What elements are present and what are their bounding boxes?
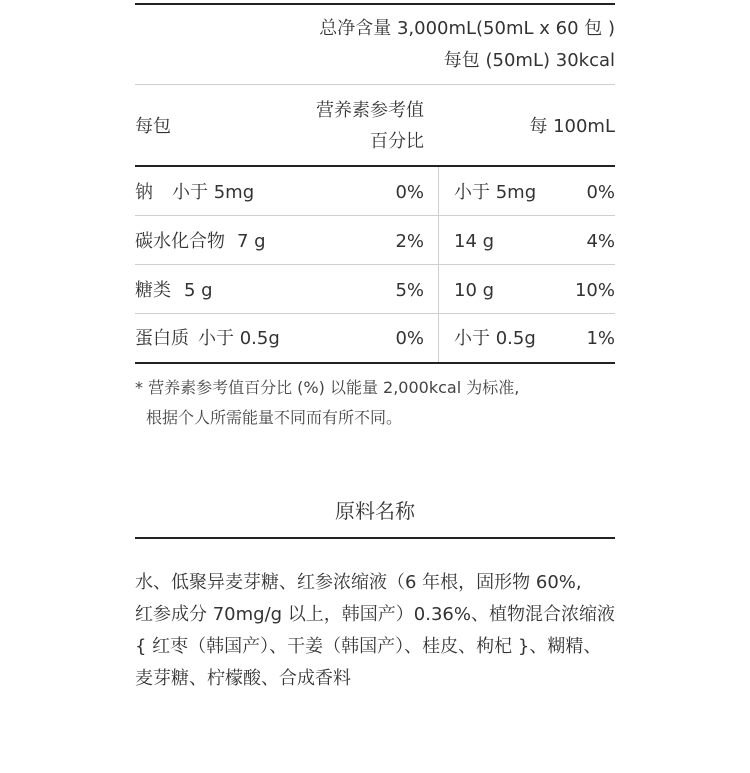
ingredients-title: 原料名称 bbox=[335, 499, 415, 523]
row-divider bbox=[135, 313, 615, 314]
ingredients-line: 红参成分 70mg/g 以上，韩国产）0.36%、植物混合浓缩液 bbox=[135, 604, 615, 625]
nutrient-amount: 小于 0.5g bbox=[198, 328, 280, 349]
nutrient-ref-pct: 5% bbox=[395, 280, 424, 301]
nutrient-amount: 5 g bbox=[184, 280, 213, 301]
nutrient-amount-100ml: 小于 0.5g bbox=[454, 328, 536, 349]
footnote-line2: 根据个人所需能量不同而有所不同。 bbox=[146, 408, 403, 427]
col-ref-header-line2: 百分比 bbox=[370, 131, 424, 152]
ingredients-line: { 红枣（韩国产）、干姜（韩国产）、桂皮、枸杞 }、糊精、 bbox=[135, 636, 602, 657]
footnote-line1: * 营养素参考值百分比 (%) 以能量 2,000kcal 为标准, bbox=[135, 378, 520, 397]
col-ref-header-line1: 营养素参考值 bbox=[316, 100, 424, 121]
ingredients-list bbox=[135, 567, 635, 695]
col-per-100ml-header: 每 100mL bbox=[529, 116, 615, 137]
top-rule bbox=[135, 3, 615, 5]
ingredients-line: 麦芽糖、柠檬酸、合成香料 bbox=[135, 668, 351, 689]
nutrient-amount-100ml: 14 g bbox=[454, 231, 495, 252]
ingredients-rule bbox=[135, 537, 615, 539]
nutrient-name: 钠 bbox=[135, 182, 153, 203]
nutrient-name: 蛋白质 bbox=[135, 328, 189, 349]
per-pack-energy: 每包 (50mL) 30kcal bbox=[443, 50, 615, 71]
nutrient-name: 碳水化合物 bbox=[135, 231, 225, 252]
nutrient-amount-100ml: 10 g bbox=[454, 280, 495, 301]
header-divider bbox=[135, 84, 615, 85]
nutrient-ref-pct-100ml: 4% bbox=[586, 231, 615, 252]
row-divider bbox=[135, 215, 615, 216]
nutrient-amount-100ml: 小于 5mg bbox=[454, 182, 537, 203]
net-content: 总净含量 3,000mL(50mL x 60 包 ) bbox=[319, 18, 615, 39]
nutrient-amount: 小于 5mg bbox=[172, 182, 255, 203]
nutrient-ref-pct-100ml: 0% bbox=[586, 182, 615, 203]
nutrient-name: 糖类 bbox=[135, 280, 171, 301]
nutrient-ref-pct: 0% bbox=[395, 328, 424, 349]
table-header-rule bbox=[135, 165, 615, 167]
row-divider bbox=[135, 264, 615, 265]
col-per-pack-header: 每包 bbox=[135, 116, 171, 137]
nutrient-ref-pct: 2% bbox=[395, 231, 424, 252]
table-bottom-rule bbox=[135, 362, 615, 364]
nutrient-ref-pct: 0% bbox=[395, 182, 424, 203]
nutrient-ref-pct-100ml: 1% bbox=[586, 328, 615, 349]
nutrient-ref-pct-100ml: 10% bbox=[574, 280, 615, 301]
nutrient-amount: 7 g bbox=[237, 231, 266, 252]
ingredients-line: 水、低聚异麦芽糖、红参浓缩液（6 年根，固形物 60%, bbox=[135, 572, 582, 593]
